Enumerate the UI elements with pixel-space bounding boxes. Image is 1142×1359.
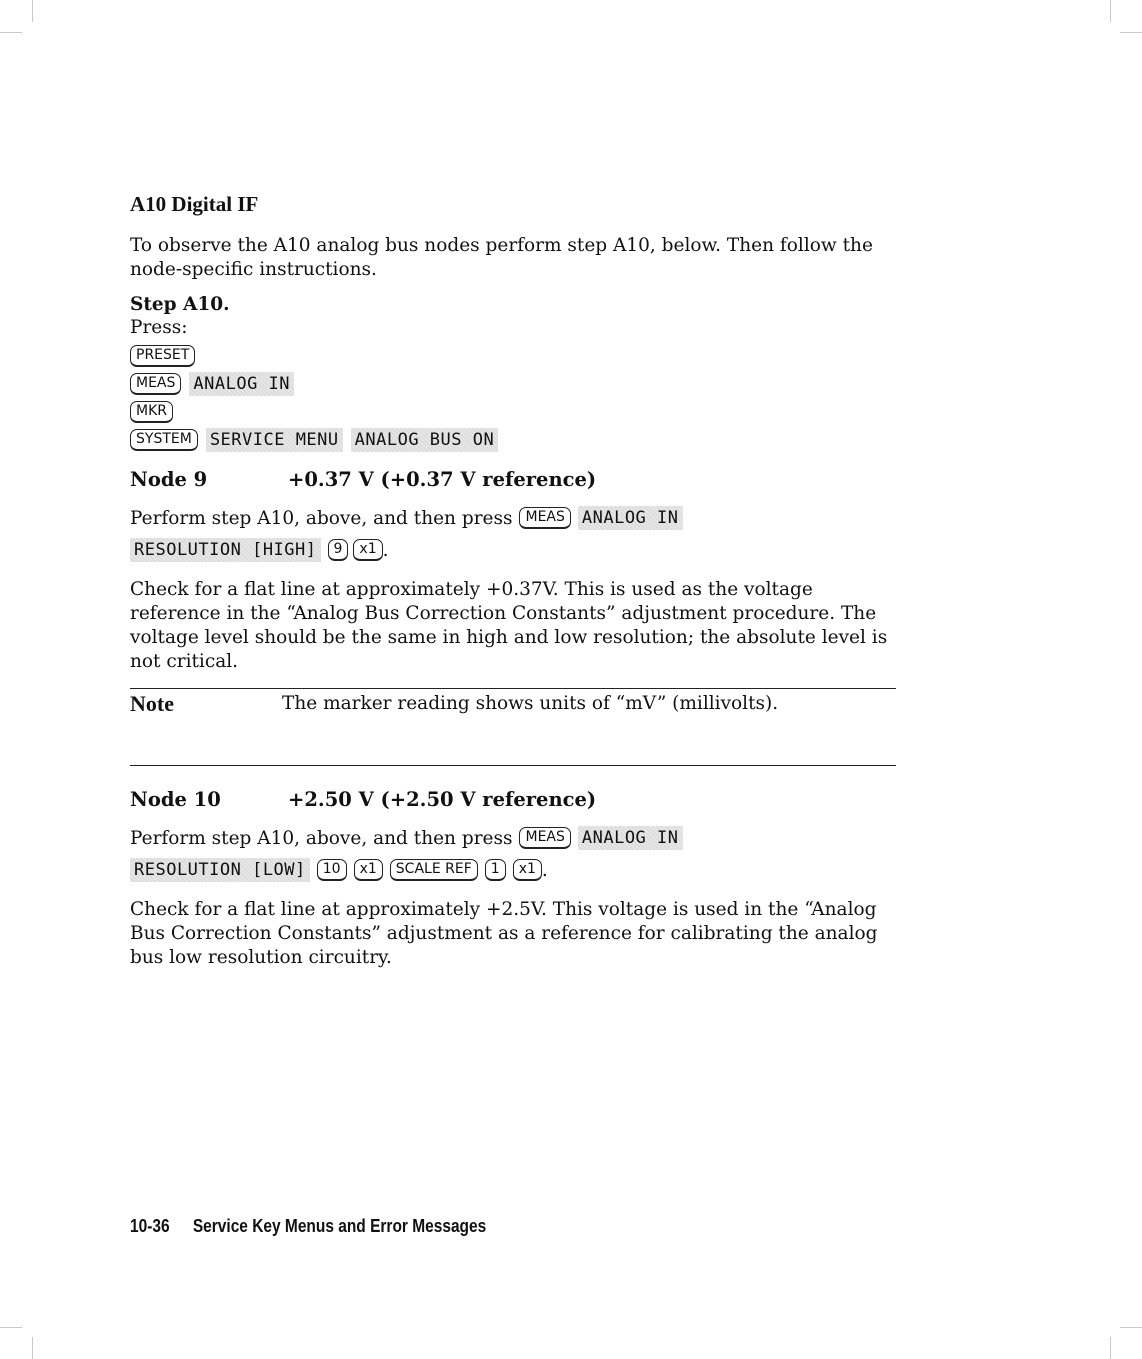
node10-value: +2.50 V (+2.50 V reference) xyxy=(288,788,597,811)
node10-heading xyxy=(130,786,900,814)
step-line xyxy=(130,398,900,426)
scale-ref-key[interactable]: SCALE REF xyxy=(390,859,478,881)
node10-perform-text: Perform step A10, above, and then press xyxy=(130,827,513,849)
digit-9-key[interactable]: 9 xyxy=(328,539,349,561)
meas-key[interactable]: MEAS xyxy=(130,373,181,395)
crop-mark xyxy=(32,1337,33,1359)
crop-mark xyxy=(1110,1337,1111,1359)
node10-check-paragraph: Check for a flat line at approximately +2.5V. This voltage is used in the “Analog Bus Correction Constants” adjustment as a reference for calibrating the analog bus low resolution circuitry. xyxy=(130,899,878,968)
note-box xyxy=(130,688,896,766)
x1-key[interactable]: x1 xyxy=(513,859,542,881)
crop-mark xyxy=(0,32,22,33)
note-text: The marker reading shows units of “mV” (millivolts). xyxy=(282,693,779,714)
step-line xyxy=(130,426,900,454)
section-title: A10 Digital IF xyxy=(130,192,259,216)
preset-key[interactable]: PRESET xyxy=(130,345,195,367)
mkr-key[interactable]: MKR xyxy=(130,401,173,423)
x1-key[interactable]: x1 xyxy=(354,859,383,881)
press-label: Press: xyxy=(130,317,188,338)
node9-instruction xyxy=(130,502,900,534)
crop-mark xyxy=(1120,1327,1142,1328)
resolution-high-softkey[interactable]: RESOLUTION [HIGH] xyxy=(130,538,321,562)
page-footer xyxy=(130,1216,486,1237)
step-line xyxy=(130,370,900,398)
step-title: Step A10. xyxy=(130,294,230,315)
crop-mark xyxy=(0,1327,22,1328)
crop-mark xyxy=(32,0,33,22)
node9-instruction-cont xyxy=(130,534,900,566)
node9-perform-text: Perform step A10, above, and then press xyxy=(130,507,513,529)
page-content xyxy=(130,190,900,970)
step-key-sequence xyxy=(130,342,900,454)
node9-heading xyxy=(130,466,900,494)
resolution-low-softkey[interactable]: RESOLUTION [LOW] xyxy=(130,858,310,882)
node10-instruction-cont xyxy=(130,854,900,886)
chapter-title: Service Key Menus and Error Messages xyxy=(192,1216,487,1236)
node9-label: Node 9 xyxy=(130,468,208,491)
analog-in-softkey[interactable]: ANALOG IN xyxy=(578,826,683,850)
analog-in-softkey[interactable]: ANALOG IN xyxy=(189,372,294,396)
analog-in-softkey[interactable]: ANALOG IN xyxy=(578,506,683,530)
meas-key[interactable]: MEAS xyxy=(519,827,570,849)
step-line xyxy=(130,342,900,370)
digit-10-key[interactable]: 10 xyxy=(317,859,347,881)
period: . xyxy=(382,539,389,561)
intro-paragraph: To observe the A10 analog bus nodes perform step A10, below. Then follow the node-specific instructions. xyxy=(130,235,873,280)
page-number: 10-36 xyxy=(130,1216,170,1236)
x1-key[interactable]: x1 xyxy=(353,539,382,561)
crop-mark xyxy=(1120,32,1142,33)
period: . xyxy=(541,859,548,881)
note-label: Note xyxy=(130,691,174,716)
node9-value: +0.37 V (+0.37 V reference) xyxy=(288,468,597,491)
system-key[interactable]: SYSTEM xyxy=(130,429,198,451)
node10-label: Node 10 xyxy=(130,788,221,811)
analog-bus-on-softkey[interactable]: ANALOG BUS ON xyxy=(351,428,499,452)
digit-1-key[interactable]: 1 xyxy=(485,859,506,881)
node9-check-paragraph: Check for a flat line at approximately +0.37V. This is used as the voltage reference in the “Analog Bus Correction Constants” adjustment procedure. The voltage level should be the same in high and low resolution; the absolute level is not critical. xyxy=(130,579,888,672)
service-menu-softkey[interactable]: SERVICE MENU xyxy=(206,428,343,452)
node10-instruction xyxy=(130,822,900,854)
meas-key[interactable]: MEAS xyxy=(519,507,570,529)
crop-mark xyxy=(1110,0,1111,22)
